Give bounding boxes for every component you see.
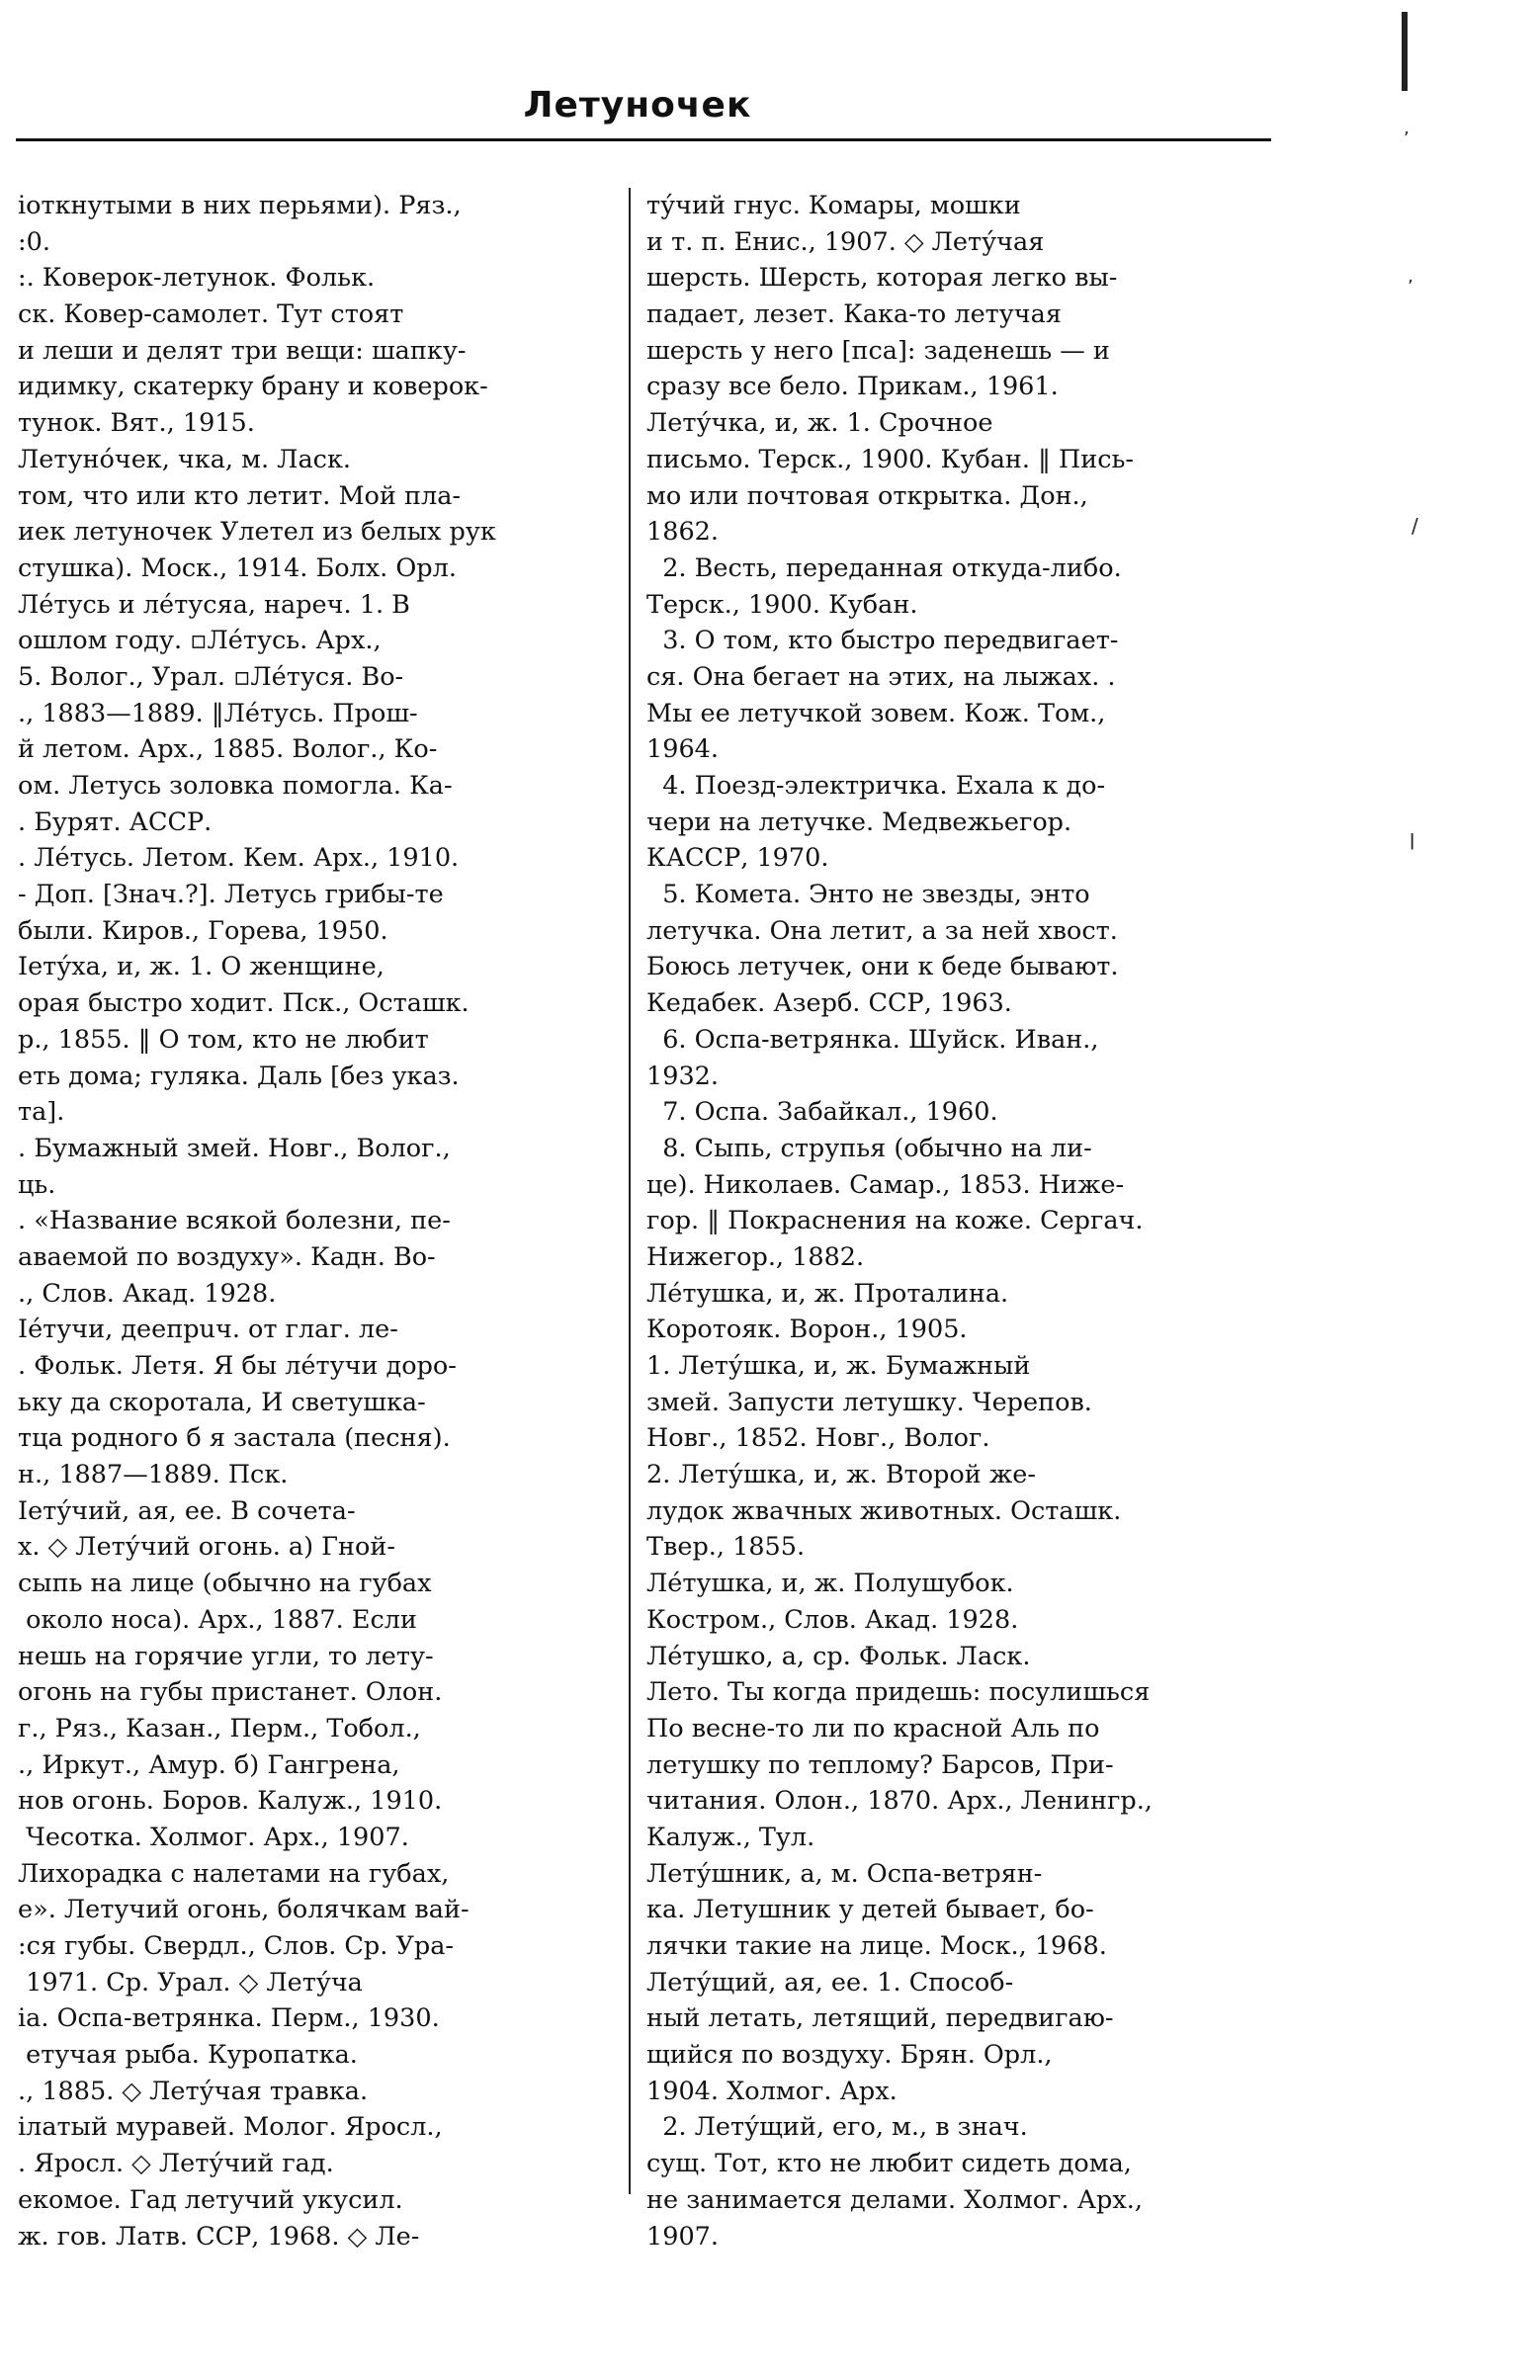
text-line: лячки такие на лице. Моск., 1968. — [646, 1931, 1107, 1961]
text-line: ный летать, летящий, передвигаю- — [646, 2003, 1114, 2034]
text-line: лудок жвачных животных. Осташк. — [646, 1495, 1122, 1526]
text-line: огонь на губы пристанет. Олон. — [18, 1677, 443, 1708]
text-line: ск. Ковер-самолет. Тут стоят — [18, 299, 404, 330]
text-line: 1932. — [646, 1061, 720, 1091]
text-line: Калуж., Тул. — [646, 1822, 815, 1852]
text-line: падает, лезет. Кака-то летучая — [646, 299, 1062, 330]
text-line: тца родного б я застала (песня). — [18, 1423, 451, 1454]
text-line: не занимается делами. Холмог. Арх., — [646, 2184, 1143, 2215]
text-line: 2. Лету́шка, и, ж. Второй же- — [646, 1460, 1036, 1490]
text-line: 7. Оспа. Забайкал., 1960. — [646, 1097, 998, 1128]
text-line: 2. Весть, переданная откуда-либо. — [646, 552, 1122, 583]
text-line: Чесотка. Холмог. Арх., 1907. — [18, 1822, 409, 1852]
text-line: Костром., Слов. Акад. 1928. — [646, 1604, 1019, 1635]
text-line: ., Иркут., Амур. б) Гангрена, — [18, 1749, 400, 1780]
text-line: стушка). Моск., 1914. Болх. Орл. — [18, 552, 457, 583]
text-line: та]. — [18, 1097, 65, 1128]
left-column — [18, 188, 601, 2254]
text-line: змей. Запусти летушку. Черепов. — [646, 1387, 1092, 1417]
text-line: еть дома; гуляка. Даль [без указ. — [18, 1061, 460, 1091]
column-divider — [629, 188, 631, 2194]
text-line: - Доп. [Знач.?]. Летусь грибы-те — [18, 880, 444, 910]
text-line: мо или почтовая открытка. Дон., — [646, 480, 1088, 511]
text-line: й летом. Арх., 1885. Волог., Ко- — [18, 734, 438, 765]
text-line: 5. Комета. Энто не звезды, энто — [646, 880, 1090, 910]
text-line: летучка. Она летит, а за ней хвост. — [646, 915, 1118, 946]
text-line: Нижегор., 1882. — [646, 1241, 865, 1272]
header-rule — [16, 138, 1271, 141]
text-line: Лето. Ты когда придешь: посулишься — [646, 1677, 1151, 1708]
text-line: Ле́тушка, и, ж. Полушубок. — [646, 1569, 1014, 1599]
margin-mark: ǀ — [1410, 830, 1415, 851]
text-line: иек летуночек Улетел из белых рук — [18, 517, 496, 548]
text-line: нов огонь. Боров. Калуж., 1910. — [18, 1786, 443, 1817]
text-line: сразу все бело. Прикам., 1961. — [646, 372, 1059, 402]
text-line: ся. Она бегает на этих, на лыжах. . — [646, 661, 1116, 692]
text-line: 3. О том, кто быстро передвигает- — [646, 626, 1119, 656]
right-column — [646, 188, 1275, 2254]
text-line: іа. Оспа-ветрянка. Перм., 1930. — [18, 2003, 440, 2034]
text-line: 1. Лету́шка, и, ж. Бумажный — [646, 1351, 1031, 1381]
page-title: Летуночек — [523, 85, 752, 126]
text-line: ж. гов. Латв. ССР, 1968. ◇ Ле- — [18, 2221, 420, 2252]
text-line: около носа). Арх., 1887. Если — [18, 1604, 417, 1635]
text-line: . Яросл. ◇ Лету́чий гад. — [18, 2149, 334, 2179]
text-line: шерсть у него [пса]: заденешь — и — [646, 335, 1110, 366]
text-line: сущ. Тот, кто не любит сидеть дома, — [646, 2149, 1132, 2179]
text-line: 1971. Ср. Урал. ◇ Лету́ча — [18, 1967, 363, 1998]
text-line: письмо. Терск., 1900. Кубан. ‖ Пись- — [646, 444, 1134, 474]
text-line: Ле́тусь и ле́тусяа, нареч. 1. В — [18, 589, 410, 620]
text-line: Ле́тушка, и, ж. Проталина. — [646, 1278, 1009, 1309]
text-line: ілатый муравей. Молог. Яросл., — [18, 2112, 443, 2143]
text-line: Іе́тучи, деепрuч. от глаг. ле- — [18, 1315, 398, 1345]
text-line: . Фольк. Летя. Я бы ле́тучи доро- — [18, 1351, 457, 1381]
text-line: Боюсь летучек, они к беде бывают. — [646, 952, 1119, 982]
text-line: :0. — [18, 226, 50, 257]
text-line: ., 1885. ◇ Лету́чая травка. — [18, 2076, 369, 2106]
text-line: етучая рыба. Куропатка. — [18, 2040, 358, 2071]
text-line: 2. Лету́щий, его, м., в знач. — [646, 2112, 1028, 2143]
text-line: том, что или кто летит. Мой пла- — [18, 480, 462, 511]
text-line: Новг., 1852. Новг., Волог. — [646, 1423, 990, 1454]
text-line: аваемой по воздуху». Кадн. Во- — [18, 1241, 436, 1272]
text-line: іоткнутыми в них перьями). Ряз., — [18, 191, 462, 220]
text-line: тунок. Вят., 1915. — [18, 408, 255, 439]
text-line: 1964. — [646, 734, 720, 765]
text-line: 4. Поезд-электричка. Ехала к до- — [646, 771, 1106, 801]
text-line: е». Летучий огонь, болячкам вай- — [18, 1895, 470, 1925]
text-line: Лету́чка, и, ж. 1. Срочное — [646, 408, 993, 439]
text-line: екомое. Гад летучий укусил. — [18, 2184, 403, 2215]
text-line: были. Киров., Горева, 1950. — [18, 915, 388, 946]
text-line: КАССР, 1970. — [646, 843, 829, 874]
text-line: Терск., 1900. Кубан. — [646, 589, 918, 620]
text-line: це). Николаев. Самар., 1853. Ниже- — [646, 1169, 1125, 1200]
text-line: 8. Сыпь, струпья (обычно на ли- — [646, 1133, 1092, 1163]
text-line: Мы ее летучкой зовем. Кож. Том., — [646, 698, 1106, 728]
text-line: . Ле́тусь. Летом. Кем. Арх., 1910. — [18, 843, 460, 874]
text-line: и леши и делят три вещи: шапку- — [18, 335, 467, 366]
text-line: ка. Летушник у детей бывает, бо- — [646, 1895, 1094, 1925]
text-line: р., 1855. ‖ О том, кто не любит — [18, 1024, 429, 1055]
text-line: ту́чий гнус. Комары, мошки — [646, 191, 1021, 220]
text-line: нешь на горячие угли, то лету- — [18, 1641, 434, 1671]
text-line: Летуно́чек, чка, м. Ласк. — [18, 444, 351, 474]
text-line: Лихорадка с налетами на губах, — [18, 1858, 450, 1889]
margin-mark: ʼ — [1408, 277, 1413, 298]
text-line: щийся по воздуху. Брян. Орл., — [646, 2040, 1053, 2071]
text-line: ., Слов. Акад. 1928. — [18, 1278, 277, 1309]
text-line: 5. Волог., Урал. ▫Ле́туся. Во- — [18, 661, 404, 692]
text-line: ., 1883—1889. ‖Ле́тусь. Прош- — [18, 698, 418, 728]
text-line: 6. Оспа-ветрянка. Шуйск. Иван., — [646, 1024, 1099, 1055]
text-line: х. ◇ Лету́чий огонь. а) Гной- — [18, 1532, 396, 1563]
text-line: н., 1887—1889. Пск. — [18, 1460, 289, 1490]
margin-bar-mark — [1402, 12, 1408, 91]
text-line: летушку по теплому? Барсов, При- — [646, 1749, 1114, 1780]
margin-mark: ʼ — [1404, 128, 1410, 149]
text-line: Твер., 1855. — [646, 1532, 806, 1563]
text-line: чери на летучке. Медвежьегор. — [646, 807, 1072, 837]
text-line: 1907. — [646, 2221, 720, 2252]
text-line: г., Ряз., Казан., Перм., Тобол., — [18, 1713, 421, 1743]
text-line: гор. ‖ Покраснения на коже. Сергач. — [646, 1206, 1144, 1236]
text-line: ьку да скоротала, И светушка- — [18, 1387, 426, 1417]
text-line: Іету́чий, ая, ее. В сочета- — [18, 1495, 356, 1526]
text-line: ошлом году. ▫Ле́тусь. Арх., — [18, 626, 382, 656]
text-line: Кедабек. Азерб. ССР, 1963. — [646, 988, 1012, 1019]
text-line: :. Коверок-летунок. Фольк. — [18, 263, 376, 294]
text-line: . Бурят. АССР. — [18, 807, 213, 837]
text-line: 1862. — [646, 517, 720, 548]
text-line: . Бумажный змей. Новг., Волог., — [18, 1133, 451, 1163]
text-line: орая быстро ходит. Пск., Осташк. — [18, 988, 470, 1019]
text-line: Лету́щий, ая, ее. 1. Способ- — [646, 1967, 1014, 1998]
text-line: Коротояк. Ворон., 1905. — [646, 1315, 968, 1345]
text-line: ом. Летусь золовка помогла. Ка- — [18, 771, 453, 801]
text-line: идимку, скатерку брану и коверок- — [18, 372, 488, 402]
text-line: читания. Олон., 1870. Арх., Ленингр., — [646, 1786, 1153, 1817]
text-line: сыпь на лице (обычно на губах — [18, 1569, 432, 1599]
text-line: и т. п. Енис., 1907. ◇ Лету́чая — [646, 226, 1045, 257]
text-line: ць. — [18, 1169, 56, 1200]
text-line: По весне-то ли по красной Аль по — [646, 1713, 1100, 1743]
text-line: Іету́ха, и, ж. 1. О женщине, — [18, 952, 385, 982]
text-line: :ся губы. Свердл., Слов. Ср. Ура- — [18, 1931, 455, 1961]
margin-mark: / — [1412, 514, 1418, 538]
text-line: . «Название всякой болезни, пе- — [18, 1206, 451, 1236]
text-line: шерсть. Шерсть, которая легко вы- — [646, 263, 1118, 294]
text-line: 1904. Холмог. Арх. — [646, 2076, 898, 2106]
text-line: Лету́шник, а, м. Оспа-ветрян- — [646, 1858, 1043, 1889]
text-line: Ле́тушко, а, ср. Фольк. Ласк. — [646, 1641, 1031, 1671]
